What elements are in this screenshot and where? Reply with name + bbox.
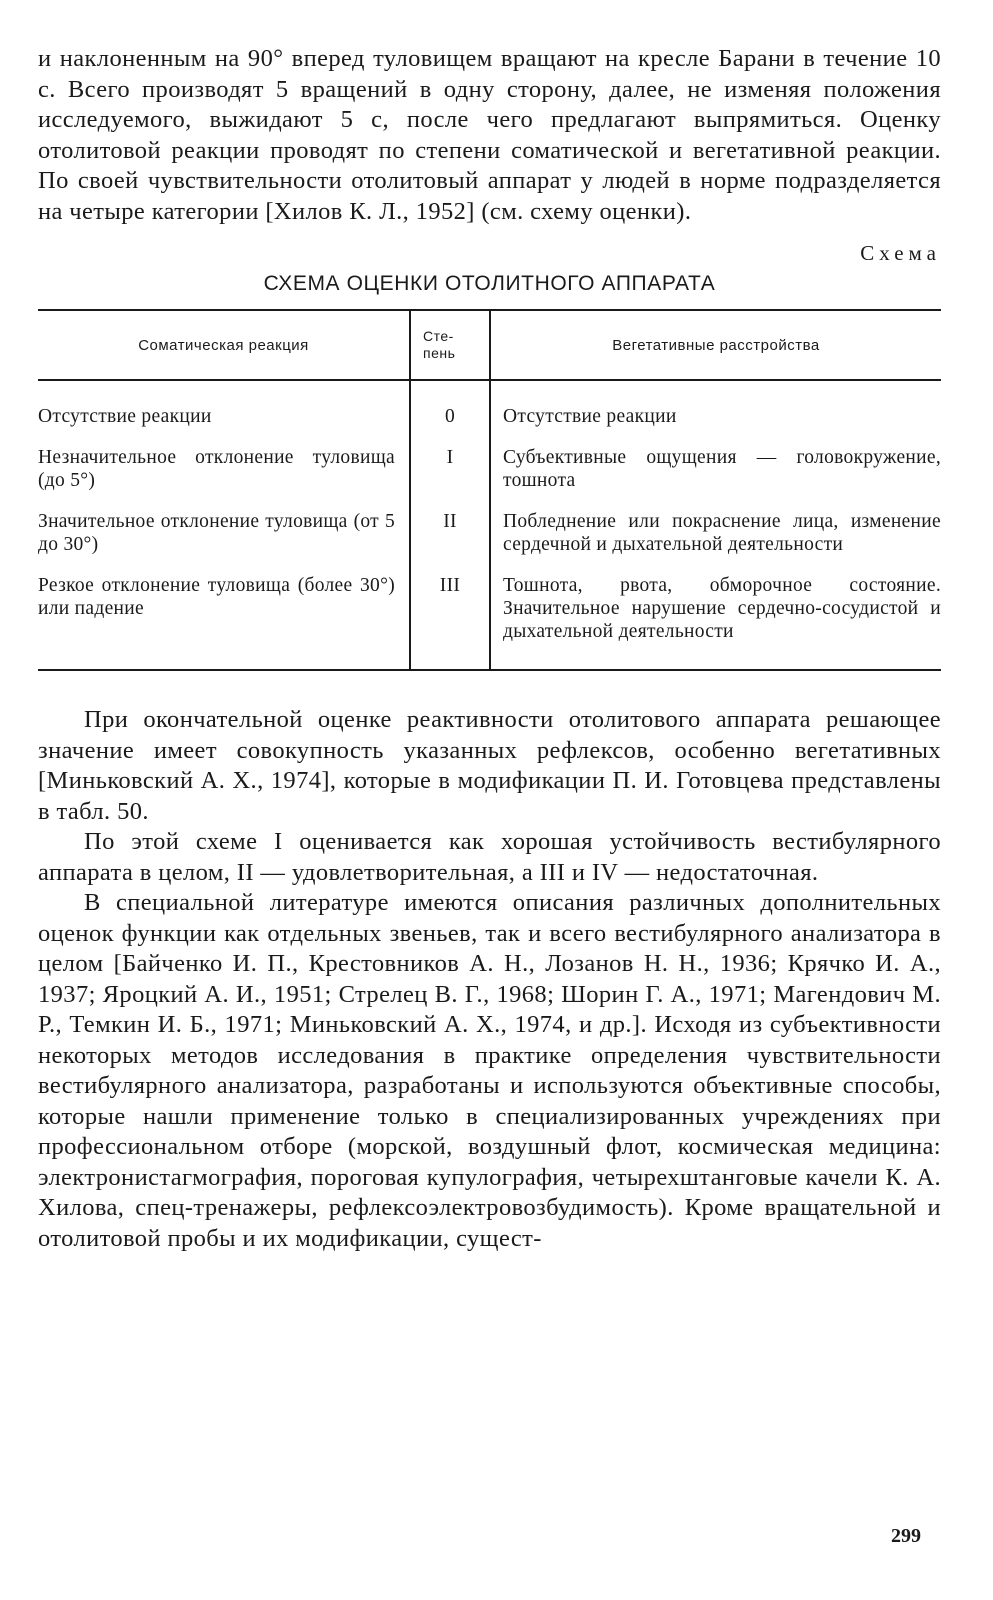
intro-paragraph: и наклоненным на 90° вперед туловищем вращают на кресле Барани в течение 10 с. Всего производят 5 вращений в одну сторону, далее, не изменяя положения исследуемого, выжидают 5 с, после чего предлагают выпрямиться. Оценку отолитовой реакции проводят по степени соматической и вегетативной реакции. По своей чувствительности отолитовый аппарат у людей в норме подразделяется на четыре категории [Хилов К. Л., 1952] (см. схему оценки). [38,45,941,225]
degree-cell: II [410,510,490,574]
table-row [38,446,941,510]
table-row [38,510,941,574]
header-degree [410,310,490,380]
somatic-cell: Отсутствие реакции [38,406,212,427]
header-somatic: Соматическая реакция [138,336,309,354]
header-vegetative: Вегетативные расстройства [490,310,941,380]
body-paragraph: По этой схеме I оценивается как хорошая устойчивость вестибулярного аппарата в целом, II — удовлетворительная, а III и IV — недостаточная. [38,828,941,886]
table-header-row [38,310,941,380]
degree-cell: 0 [410,380,490,446]
somatic-cell: Значительное отклонение туловища (от 5 до 30°) [38,511,395,555]
body-paragraph: При окончательной оценке реактивности отолитового аппарата решающее значение имеет совокупность указанных рефлексов, особенно вегетативных [Миньковский А. Х., 1974], которые в модификации П. И. Готовцева представлены в табл. 50. [38,706,941,825]
somatic-cell: Незначительное отклонение туловища (до 5°) [38,447,395,491]
scheme-label: Схема [860,241,941,265]
vegetative-cell: Побледнение или покраснение лица, изменение сердечной и дыхательной деятельности [490,510,941,574]
vegetative-cell: Тошнота, рвота, обморочное состояние. Значительное нарушение сердечно-сосудистой и дыхательной деятельности [490,574,941,670]
body-paragraph: В специальной литературе имеются описания различных дополнительных оценок функции как отдельных звеньев, так и всего вестибулярного анализатора в целом [Байченко И. П., Крестовников А. Н., Лозанов Н. Н., 1936; Крячко И. А., 1937; Яроцкий А. И., 1951; Стрелец В. Г., 1968; Шорин Г. А., 1971; Магендович М. Р., Темкин И. Б., 1971; Миньковский А. Х., 1974, и др.]. Исходя из субъективности некоторых методов исследования в практике определения чувствительности вестибулярного анализатора, разработаны и используются объективные способы, которые нашли применение только в специализированных учреждениях при профессиональном отборе (морской, воздушный флот, космическая медицина: электронистагмография, пороговая купулография, четырехштанговые качели К. А. Хилова, спец-тренажеры, рефлексоэлектровозбудимость). Кроме вращательной и отолитовой пробы и их модификации, сущест- [38,889,941,1252]
header-degree-text: Сте- пень [423,328,456,361]
vegetative-cell: Отсутствие реакции [490,380,941,446]
vegetative-cell: Субъективные ощущения — головокружение, тошнота [490,446,941,510]
somatic-cell: Резкое отклонение туловища (более 30°) или падение [38,575,395,619]
table-row [38,574,941,670]
table-row [38,380,941,446]
page-number: 299 [891,1525,921,1547]
otolith-scheme-table [38,309,941,671]
scheme-title: СХЕМА ОЦЕНКИ ОТОЛИТНОГО АППАРАТА [263,272,716,295]
degree-cell: I [410,446,490,510]
degree-cell: III [410,574,490,670]
body-text [38,705,941,1254]
book-page [38,44,941,1254]
